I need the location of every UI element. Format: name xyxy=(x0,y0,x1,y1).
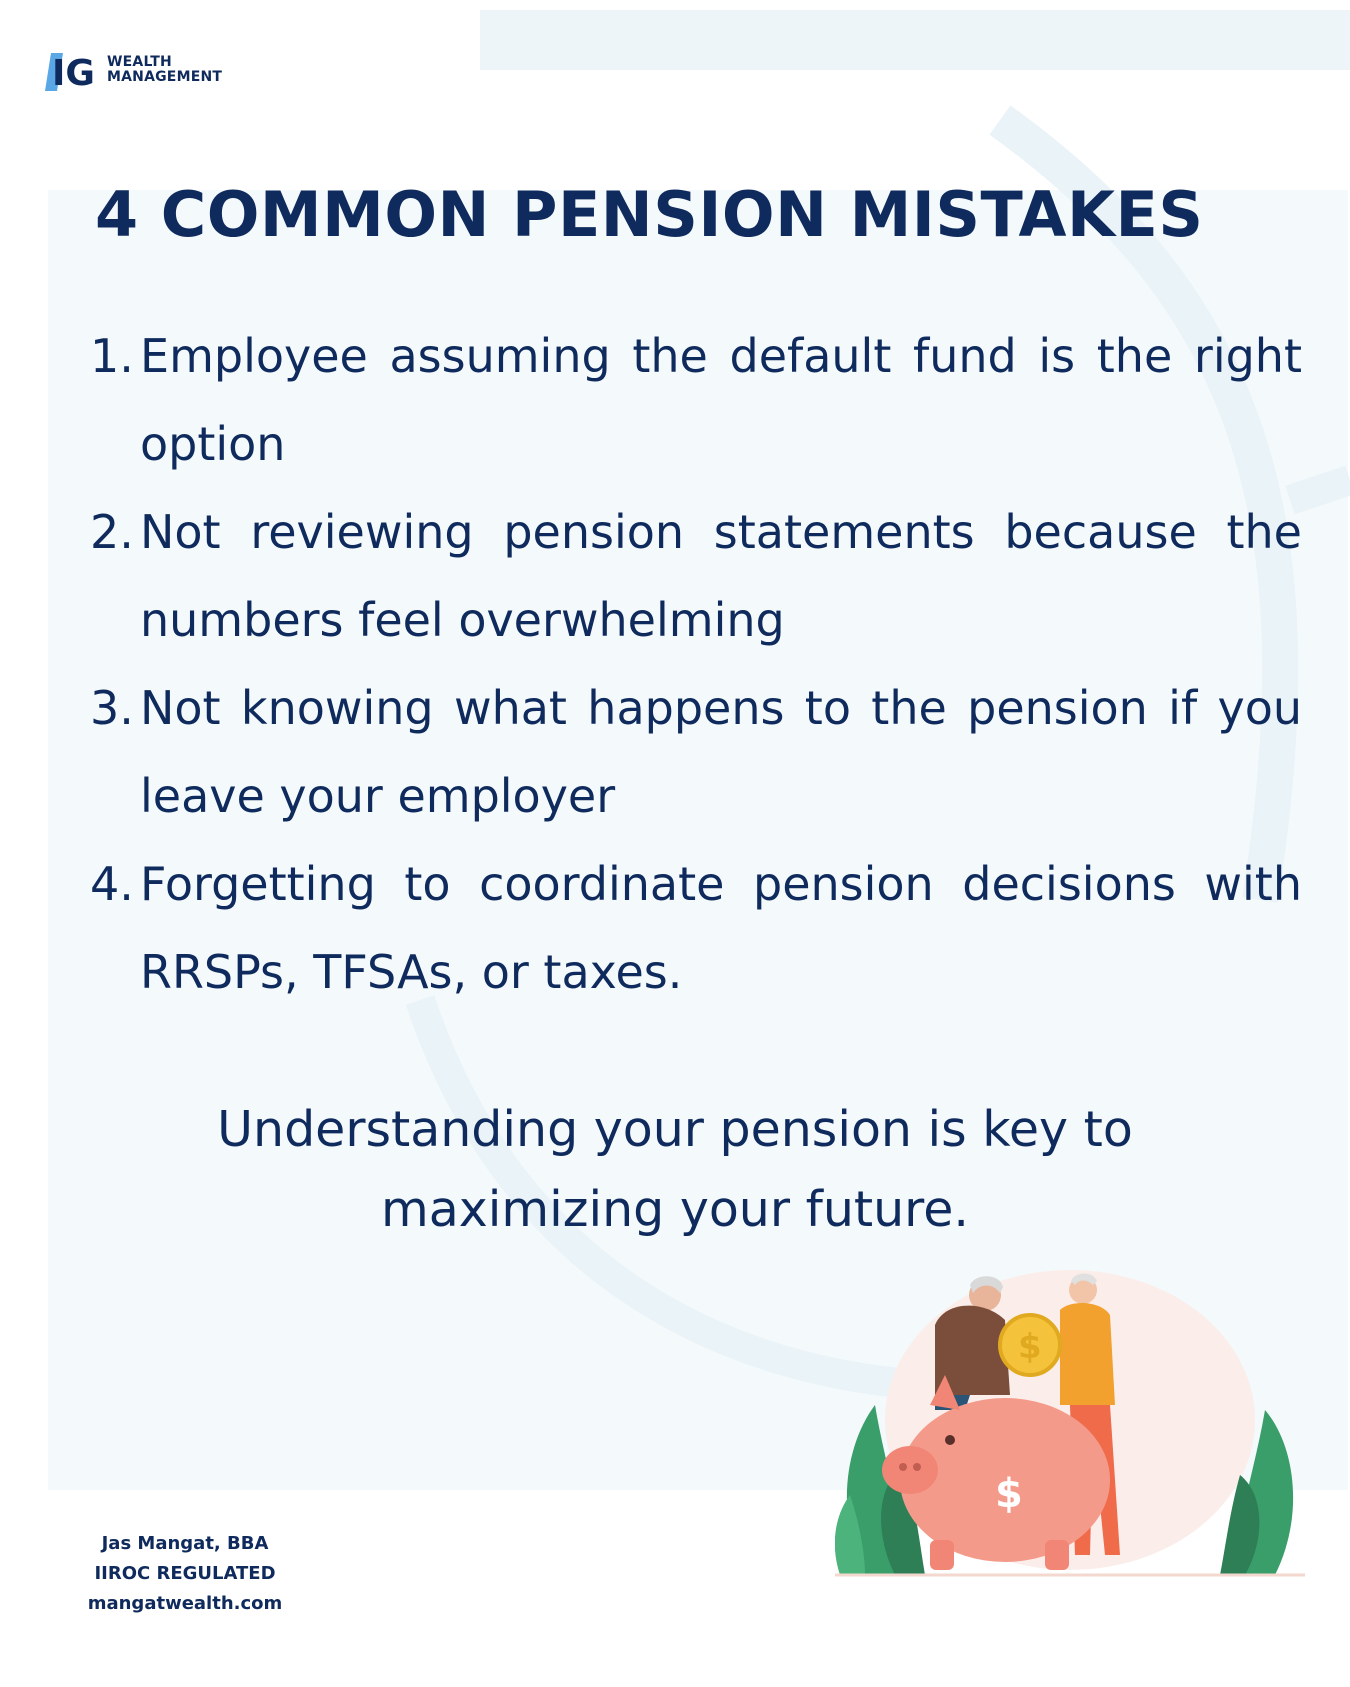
mistake-number: 2. xyxy=(90,505,134,559)
advisor-name: Jas Mangat, BBA xyxy=(101,1533,269,1554)
page-title: 4 COMMON PENSION MISTAKES xyxy=(95,178,1204,251)
dollar-sign-icon: $ xyxy=(995,1471,1023,1517)
mistake-number: 4. xyxy=(90,857,134,911)
logo-line-2: MANAGEMENT xyxy=(107,69,223,85)
mistake-text: Employee assuming the default fund is the right option xyxy=(140,329,1302,471)
mistake-text: Not knowing what happens to the pension if you leave your employer xyxy=(140,681,1302,823)
tagline xyxy=(130,1090,1220,1250)
ig-logo-icon xyxy=(43,47,101,93)
mistakes-list xyxy=(90,312,1302,1016)
mistake-item-3 xyxy=(90,664,1302,840)
regulation-label: IIROC REGULATED xyxy=(94,1563,276,1584)
logo-line-1: WEALTH xyxy=(107,54,172,70)
woman-coat-icon xyxy=(1060,1303,1115,1405)
mistake-text: Not reviewing pension statements because the numbers feel overwhelming xyxy=(140,505,1302,647)
mistake-item-1 xyxy=(90,312,1302,488)
tagline-line-1: Understanding your pension is key to xyxy=(217,1101,1133,1158)
mistake-number: 3. xyxy=(90,681,134,735)
mistake-item-2 xyxy=(90,488,1302,664)
ig-wealth-management-logo xyxy=(43,47,222,93)
svg-text:$: $ xyxy=(1018,1327,1042,1367)
advisor-footer xyxy=(60,1529,310,1619)
logo-wordmark xyxy=(107,55,222,85)
mistake-text: Forgetting to coordinate pension decisions with RRSPs, TFSAs, or taxes. xyxy=(140,857,1302,999)
mistake-number: 1. xyxy=(90,329,134,383)
tagline-line-2: maximizing your future. xyxy=(381,1181,969,1238)
logo-mark-text: IG xyxy=(52,53,95,93)
piggy-bank-couple-illustration xyxy=(835,1265,1305,1595)
mistake-item-4 xyxy=(90,840,1302,1016)
website-label: mangatwealth.com xyxy=(87,1593,283,1614)
